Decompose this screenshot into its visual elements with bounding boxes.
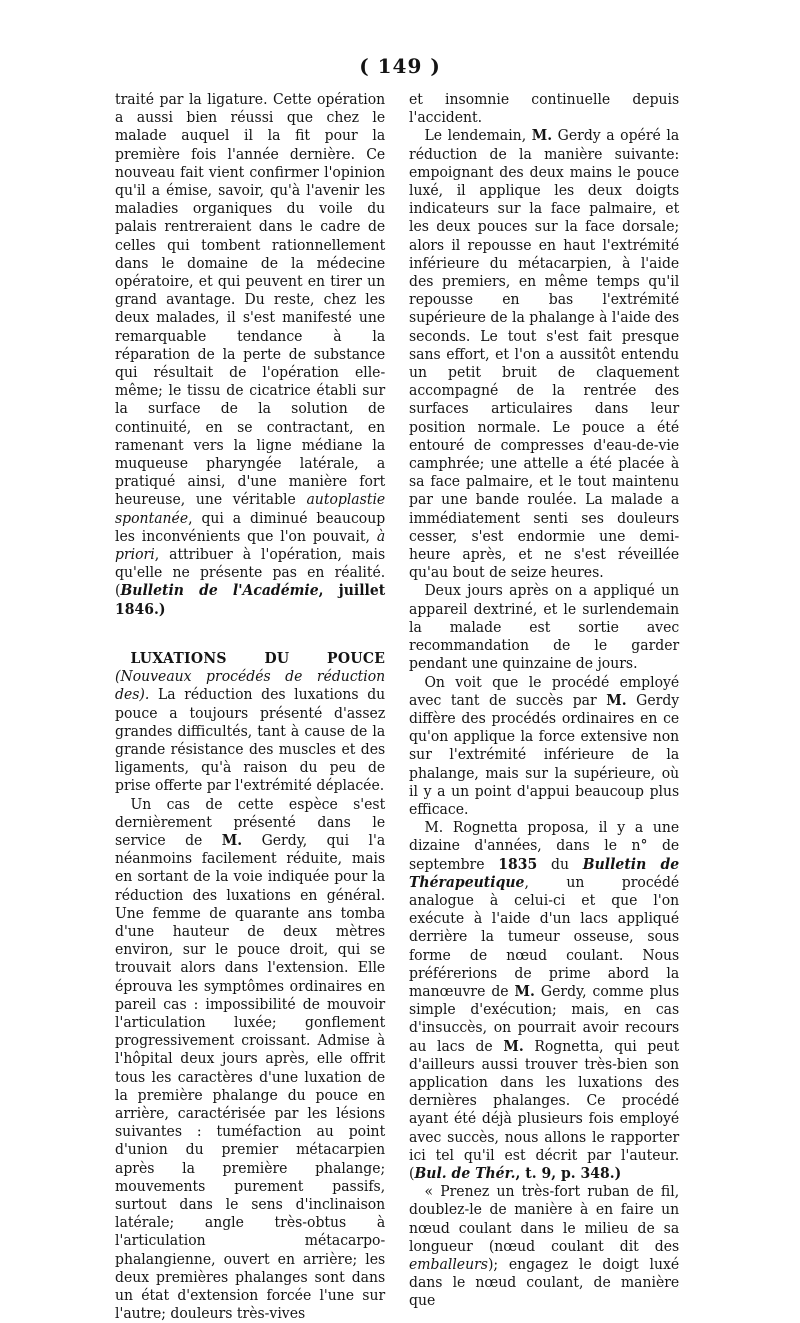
text-run: Rognetta, qui peut d'ailleurs aussi trouver très-bien son application dans les luxations des dernières phalanges. Ce procédé ayant été déjà plusieurs fois employé avec succès, nous allons le rapporter ici tel qu'il est décrit par l'auteur. ( <box>409 1038 680 1182</box>
paragraph-followup: Deux jours après on a appliqué un appareil dextriné, et le surlendemain la malade est sortie avec recommandation de le garder pendant une quinzaine de jours. <box>409 583 680 673</box>
source-citation: Bulletin de l'Académie <box>120 582 319 600</box>
citation-date: , juillet 1846.) <box>115 582 386 618</box>
text-run: traité par la ligature. Cette opération a aussi bien réussi que chez le malade auquel il la fit pour la première fois l'année dernière. Ce nouveau fait vient confirmer l'opinion qu'il a émise, savoir, qu'à l'avenir les maladies organiques du voile du palais rentreraient dans le cadre de celles qui tombent rationnellement dans le domaine de la médecine opératoire, et qui peuvent en tirer un grand avantage. Du reste, chez les deux malades, il s'est manifesté une remarquable tendance à la réparation de la perte de substance qui résultait de l'opération elle-même; le tissu de cicatrice établi sur la surface de la solution de continuité, en se contractant, en ramenant vers la ligne médiane la muqueuse pharyngée latérale, a pratiqué ainsi, d'une manière fort heureuse, une véritable <box>115 92 386 509</box>
reference-citation: Bul. de Thér. <box>414 1164 516 1182</box>
text-run: La réduction des luxations du pouce a toujours présenté d'assez grandes difficultés, tant à cause de la grande résistance des muscles et des ligaments, qu'à raison du peu de prise offerte par l'extrémité déplacée. <box>115 687 386 795</box>
text-run: Gerdy a opéré la réduction de la manière suivante: empoignant des deux mains le pouce luxé, il applique les deux doigts indicateurs sur la face palmaire, et les deux pouces sur la face dorsale; alors il repousse en haut l'extrémité inférieure du métacarpien, à l'aide des premiers, en même temps qu'il repousse en bas l'extrémité supérieure de la phalange à l'aide des seconds. Le tout s'est fait presque sans effort, et l'on a aussitôt entendu un petit bruit de claquement accompagné de la rentrée des surfaces articulaires dans leur position normale. Le pouce a été entouré de compresses d'eau-de-vie camphrée; une attelle a été placée à sa face palmaire, et le tout maintenu par une bande roulée. La malade a immédiatement senti ses douleurs cesser, s'est endormie une demi-heure après, et ne s'est réveillée qu'au bout de seize heures. <box>409 128 680 582</box>
text-run: Un cas de cette espèce s'est dernièrement présenté dans le service de <box>115 796 386 849</box>
italic-term: autoplastie spontanée <box>115 492 386 527</box>
paragraph-comparison <box>409 674 679 820</box>
text-run: ); engagez le doigt luxé dans le nœud coulant, de manière que <box>409 1257 680 1310</box>
text-run: Gerdy, comme plus simple d'exécution; mais, en cas d'insuccès, on pourrait avoir recours au lacs de <box>409 983 680 1055</box>
text-run: M. Rognetta proposa, il y a une dizaine d'années, dans le n° de septembre <box>409 820 680 873</box>
text-run: Gerdy, qui l'a néanmoins facilement réduite, mais en sortant de la voie indiquée pour la réduction des luxations en général. Une femme de quarante ans tomba d'une hauteur de deux mètres environ, sur le pouce droit, qui se trouvait alors dans l'extension. Elle éprouva les symptômes ordinaires en pareil cas : impossibilité de mouvoir l'articulation luxée; gonflement progressivement croissant. Admise à l'hôpital deux jours après, elle offrit tous les caractères d'une luxation de la première phalange du pouce en arrière, caractérisée par les lésions suivantes : tuméfaction au point d'union du premier métacarpien après la première phalange; mouvements purement passifs, surtout dans le sens d'inclinaison latérale; angle très-obtus à l'articulation métacarpo-phalangienne, ouvert en arrière; les deux premières phalanges sont dans un état d'extension forcée l'une sur l'autre; douleurs très-vives <box>115 832 386 1323</box>
paragraph-reduction <box>409 127 679 582</box>
paragraph-continuation: et insomnie continuelle depuis l'accident. <box>409 92 680 127</box>
italic-term: à priori <box>115 528 386 564</box>
text-run: , qui a diminué beaucoup les inconvénients que l'on pouvait, <box>115 510 386 545</box>
paragraph-rognetta <box>409 819 679 1183</box>
section-heading: LUXATIONS DU POUCE <box>130 649 386 667</box>
reference-number: , t. 9, p. 348.) <box>515 1164 622 1182</box>
text-run: , attribuer à l'opération, mais qu'elle ne présente pas en réalité. ( <box>115 547 386 600</box>
text-run: , un procédé analogue à celui-ci et que l'on exécute à l'aide d'un lacs appliqué derrière la tumeur osseuse, sous forme de nœud coulant. Nous préférerions de prime abord la manœuvre de <box>409 874 680 1000</box>
source-citation: Bulletin de Thérapeutique <box>409 855 680 891</box>
page-number: ( 149 ) <box>359 54 441 78</box>
italic-term: emballeurs <box>409 1257 488 1273</box>
text-run: du <box>537 856 583 873</box>
name-abbrev: M. <box>503 1037 524 1055</box>
section-subheading: (Nouveaux procédés de réduction des). <box>115 669 386 704</box>
name-abbrev: M. <box>514 982 535 1000</box>
paragraph-palate-surgery <box>115 91 385 619</box>
paragraph-case-report <box>115 796 385 1323</box>
paragraph-quote <box>409 1183 679 1310</box>
section-heading-paragraph <box>115 650 385 796</box>
name-abbrev: M. <box>606 691 627 709</box>
year: 1835 <box>498 855 538 873</box>
text-run: Gerdy diffère des procédés ordinaires en ce qu'on applique la force extensive non sur l'extrémité inférieure de la phalange, mais sur la supérieure, où il y a un point d'appui beaucoup plus efficace. <box>409 692 680 818</box>
left-column <box>115 91 385 1323</box>
text-run: On voit que le procédé employé avec tant de succès par <box>409 674 680 709</box>
name-abbrev: M. <box>531 127 553 145</box>
right-column <box>409 91 679 1311</box>
text-run: Le lendemain, <box>424 128 532 145</box>
text-run: « Prenez un très-fort ruban de fil, doublez-le de manière à en faire un nœud coulant dans le milieu de sa longueur (nœud coulant dit des <box>409 1184 680 1255</box>
name-abbrev: M. <box>221 831 243 849</box>
